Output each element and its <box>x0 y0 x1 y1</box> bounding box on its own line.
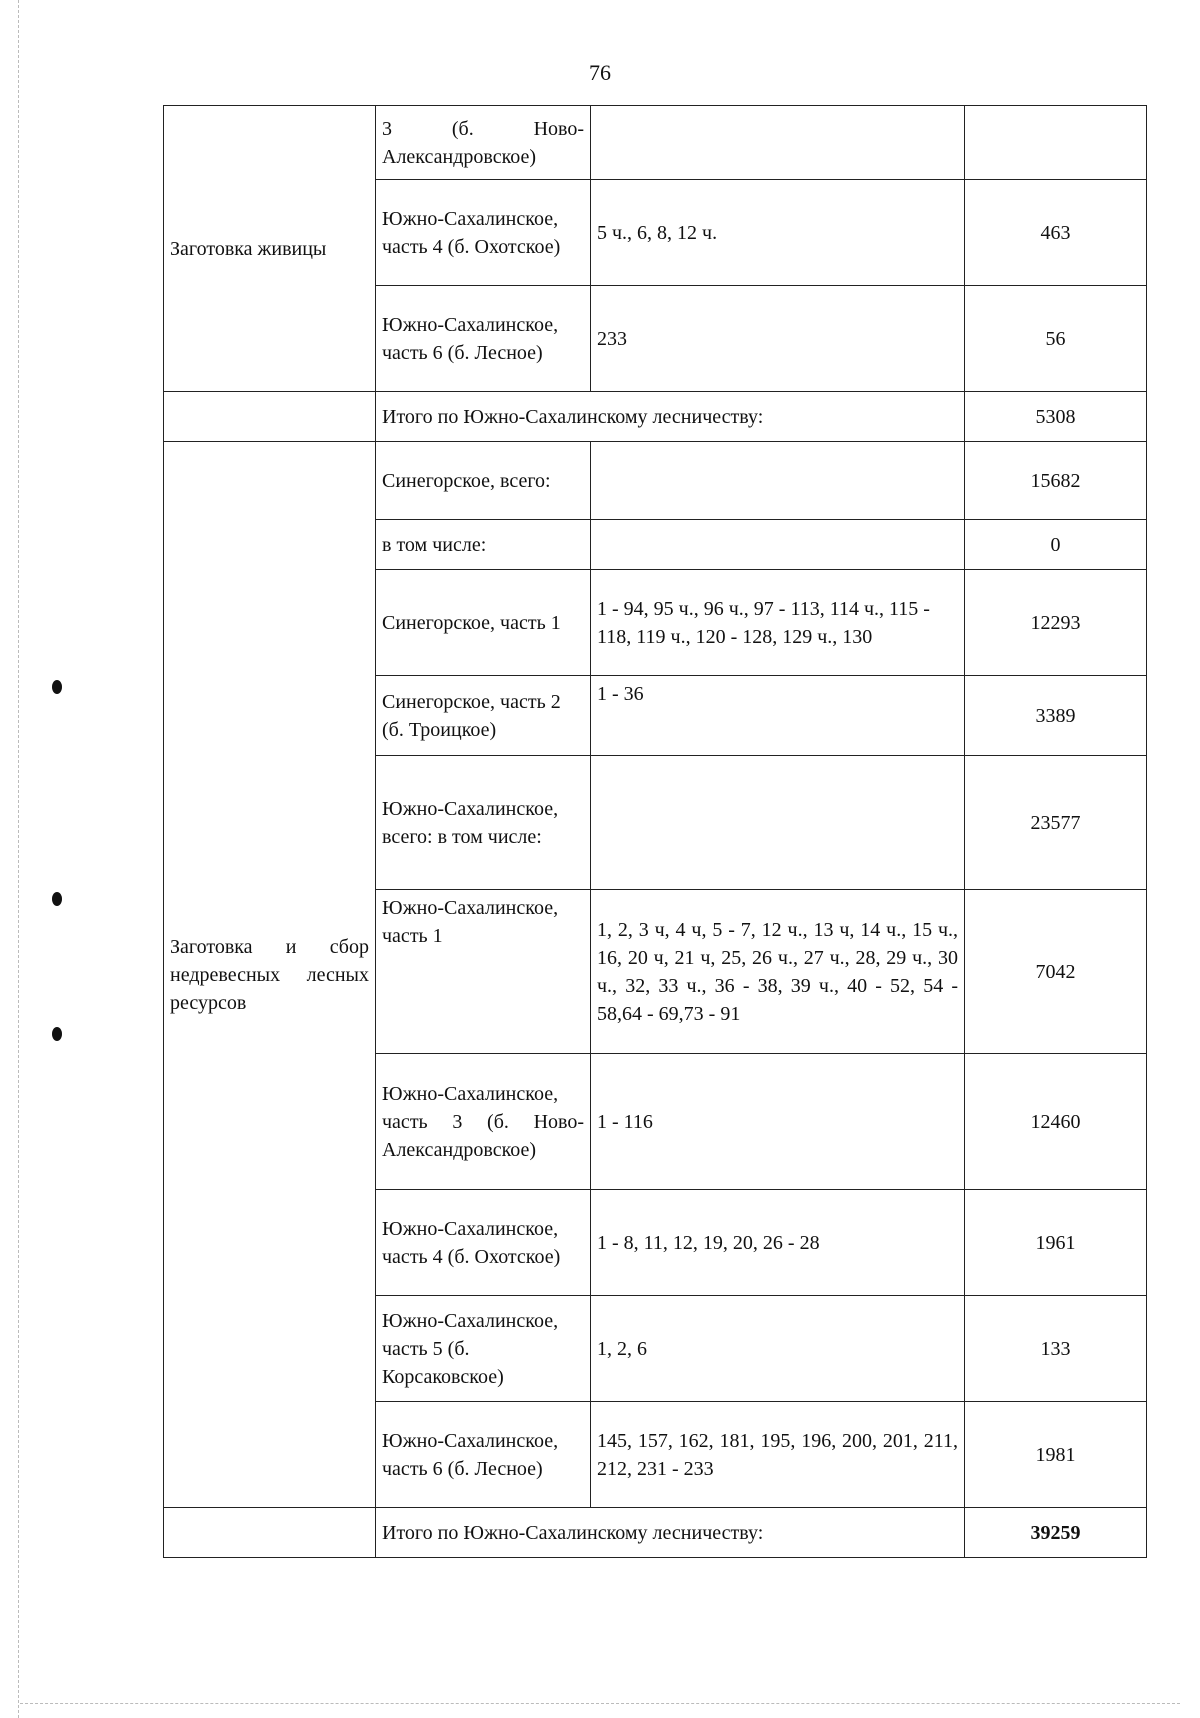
empty-cell <box>164 1508 376 1558</box>
value-cell: 1981 <box>965 1402 1147 1508</box>
scan-bottom-marks <box>20 1703 1180 1704</box>
table-total-row <box>164 1508 1147 1558</box>
value-cell: 7042 <box>965 890 1147 1054</box>
value-cell: 23577 <box>965 756 1147 890</box>
value-cell: 463 <box>965 180 1147 286</box>
activity-cell: Заготовка живицы <box>164 106 376 392</box>
blocks-cell: 1 - 8, 11, 12, 19, 20, 26 - 28 <box>591 1190 965 1296</box>
blocks-cell: 1, 2, 6 <box>591 1296 965 1402</box>
punch-hole-mark <box>52 1027 62 1041</box>
blocks-cell: 233 <box>591 286 965 392</box>
location-cell: Синегорское, всего: <box>376 442 591 520</box>
blocks-cell: 1, 2, 3 ч, 4 ч, 5 - 7, 12 ч., 13 ч, 14 ч., 15 ч., 16, 20 ч, 21 ч, 25, 26 ч., 27 ч., 28, 29 ч., 30 ч., 32, 33 ч., 36 - 38, 39 ч., 40 - 52, 54 - 58,64 - 69,73 - 91 <box>591 890 965 1054</box>
value-cell: 12293 <box>965 570 1147 676</box>
blocks-cell: 1 - 94, 95 ч., 96 ч., 97 - 113, 114 ч., 115 - 118, 119 ч., 120 - 128, 129 ч., 130 <box>591 570 965 676</box>
value-cell: 0 <box>965 520 1147 570</box>
page-number: 76 <box>589 60 611 85</box>
blocks-cell: 145, 157, 162, 181, 195, 196, 200, 201, 211, 212, 231 - 233 <box>591 1402 965 1508</box>
location-cell: Южно-Сахалинское, часть 5 (б. Корсаковское) <box>376 1296 591 1402</box>
total-label: Итого по Южно-Сахалинскому лесничеству: <box>376 392 965 442</box>
value-cell: 15682 <box>965 442 1147 520</box>
location-cell: Синегорское, часть 1 <box>376 570 591 676</box>
location-cell: Синегорское, часть 2 (б. Троицкое) <box>376 676 591 756</box>
activity-cell: Заготовка и сбор недревесных лесных ресурсов <box>164 442 376 1508</box>
punch-hole-mark <box>52 892 62 906</box>
empty-cell <box>164 392 376 442</box>
blocks-cell: 5 ч., 6, 8, 12 ч. <box>591 180 965 286</box>
punch-hole-mark <box>52 680 62 694</box>
location-cell: 3 (б. Ново-Александровское) <box>376 106 591 180</box>
table-row <box>164 442 1147 520</box>
table-row <box>164 106 1147 180</box>
location-cell: Южно-Сахалинское, всего: в том числе: <box>376 756 591 890</box>
location-cell: Южно-Сахалинское, часть 1 <box>376 890 591 1054</box>
location-cell: Южно-Сахалинское, часть 6 (б. Лесное) <box>376 286 591 392</box>
location-cell: Южно-Сахалинское, часть 3 (б. Ново-Александровское) <box>376 1054 591 1190</box>
scan-edge-marks <box>0 0 19 1718</box>
blocks-cell: 1 - 116 <box>591 1054 965 1190</box>
value-cell <box>965 106 1147 180</box>
location-cell: в том числе: <box>376 520 591 570</box>
location-cell: Южно-Сахалинское, часть 4 (б. Охотское) <box>376 1190 591 1296</box>
value-cell: 56 <box>965 286 1147 392</box>
value-cell: 1961 <box>965 1190 1147 1296</box>
blocks-cell <box>591 442 965 520</box>
table-total-row <box>164 392 1147 442</box>
location-cell: Южно-Сахалинское, часть 4 (б. Охотское) <box>376 180 591 286</box>
value-cell: 3389 <box>965 676 1147 756</box>
blocks-cell <box>591 520 965 570</box>
total-value: 5308 <box>965 392 1147 442</box>
blocks-cell <box>591 756 965 890</box>
blocks-cell <box>591 106 965 180</box>
forest-resources-table <box>163 105 1147 1558</box>
total-label: Итого по Южно-Сахалинскому лесничеству: <box>376 1508 965 1558</box>
blocks-cell: 1 - 36 <box>591 676 965 756</box>
value-cell: 12460 <box>965 1054 1147 1190</box>
total-value: 39259 <box>965 1508 1147 1558</box>
location-cell: Южно-Сахалинское, часть 6 (б. Лесное) <box>376 1402 591 1508</box>
value-cell: 133 <box>965 1296 1147 1402</box>
